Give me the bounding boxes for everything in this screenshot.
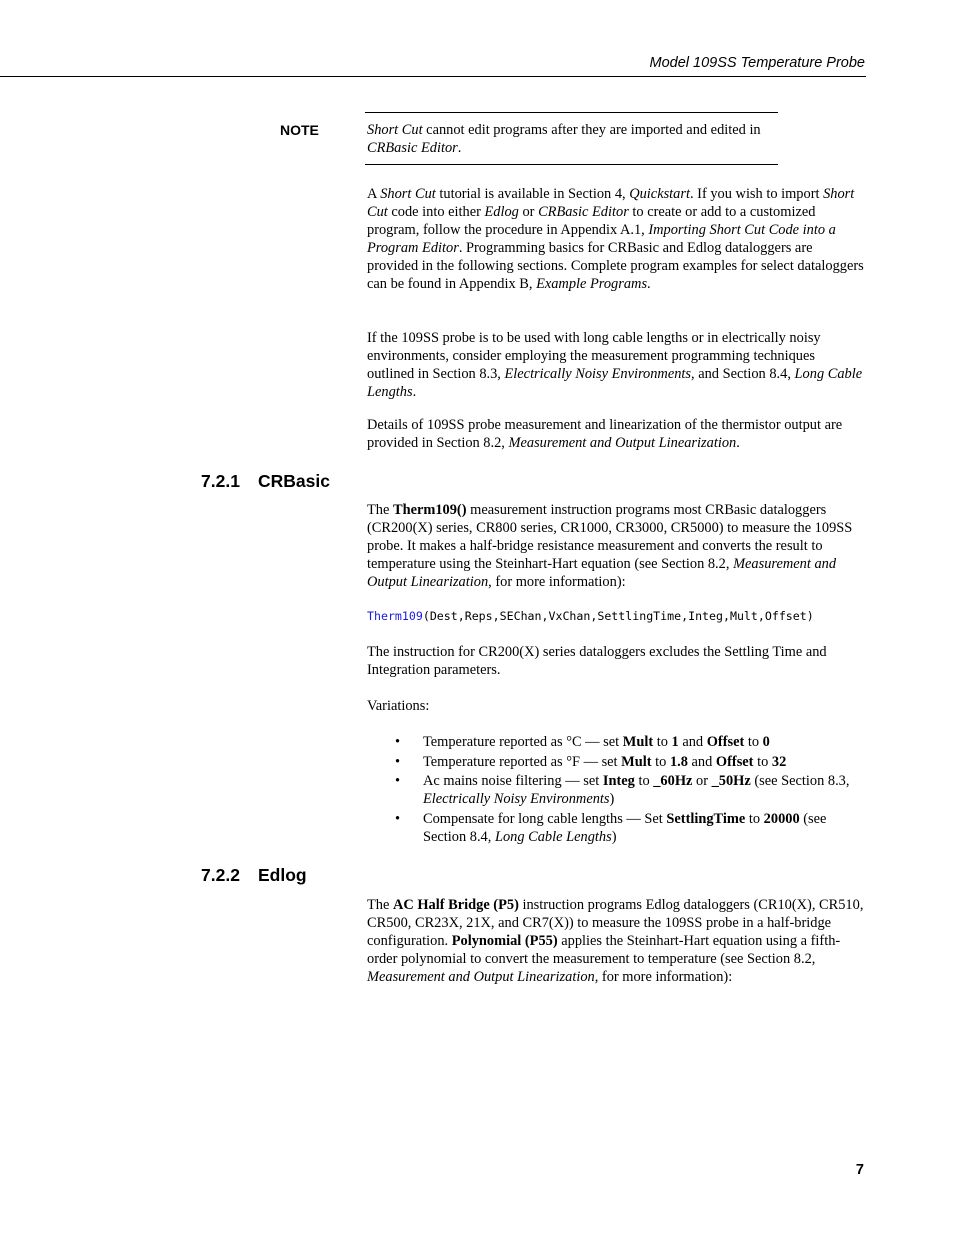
- paragraph-edlog: The AC Half Bridge (P5) instruction programs Edlog dataloggers (CR10(X), CR510, CR500, CR23X, 21X, and CR7(X)) to measure the 109SS probe in a half-bridge configuration. Polynomial (P55) applies the Steinhart-Hart equation using a fifth-order polynomial to convert the measurement to temperature (see Section 8.2, Measurement and Output Linearization, for more information):: [367, 897, 864, 985]
- paragraph-variations: Variations:: [367, 698, 430, 714]
- variations-list: [395, 733, 865, 847]
- paragraph-linearization: Details of 109SS probe measurement and linearization of the thermistor output are provided in Section 8.2, Measurement and Output Linearization.: [367, 417, 843, 451]
- note-text: Short Cut cannot edit programs after they are imported and edited in CRBasic Editor.: [367, 122, 761, 156]
- list-item: • Ac mains noise filtering — set Integ to _60Hz or _50Hz (see Section 8.3, Electrically Noisy Environments): [395, 773, 850, 807]
- list-item: • Temperature reported as °C — set Mult to 1 and Offset to 0: [395, 734, 770, 750]
- section-heading-edlog: 7.2.2 Edlog: [201, 865, 307, 885]
- list-item: • Temperature reported as °F — set Mult to 1.8 and Offset to 32: [395, 753, 787, 770]
- header-rule: [0, 76, 866, 77]
- section-heading-crbasic: 7.2.1 CRBasic: [201, 471, 330, 491]
- code-therm109: Therm109(Dest,Reps,SEChan,VxChan,SettlingTime,Integ,Mult,Offset): [367, 609, 814, 623]
- list-item: • Compensate for long cable lengths — Set SettlingTime to 20000 (see Section 8.4, Long Cable Lengths): [395, 810, 827, 845]
- paragraph-cable-noise: If the 109SS probe is to be used with long cable lengths or in electrically noisy environments, consider employing the measurement programming techniques outlined in Section 8.3, Electrically Noisy Environments, and Section 8.4, Long Cable Lengths.: [367, 330, 863, 400]
- paragraph-cr200-note: The instruction for CR200(X) series dataloggers excludes the Settling Time and Integration parameters.: [367, 644, 827, 678]
- page-number: 7: [855, 1162, 864, 1178]
- paragraph-short-cut-tutorial: A Short Cut tutorial is available in Section 4, Quickstart. If you wish to import Short Cut code into either Edlog or CRBasic Editor to create or add to a customized program, follow the procedure in Appendix A.1, Importing Short Cut Code into a Program Editor. Programming basics for CRBasic and Edlog dataloggers are provided in the following sections. Complete program examples for select dataloggers can be found in Appendix B, Example Programs.: [367, 186, 864, 292]
- paragraph-therm109: The Therm109() measurement instruction programs most CRBasic dataloggers (CR200(X) series, CR800 series, CR1000, CR3000, CR5000) to measure the 109SS probe. It makes a half-bridge resistance measurement and converts the result to temperature using the Steinhart-Hart equation (see Section 8.2, Measurement and Output Linearization, for more information):: [367, 502, 853, 590]
- note-label: NOTE: [280, 122, 319, 138]
- running-header: Model 109SS Temperature Probe: [649, 55, 865, 71]
